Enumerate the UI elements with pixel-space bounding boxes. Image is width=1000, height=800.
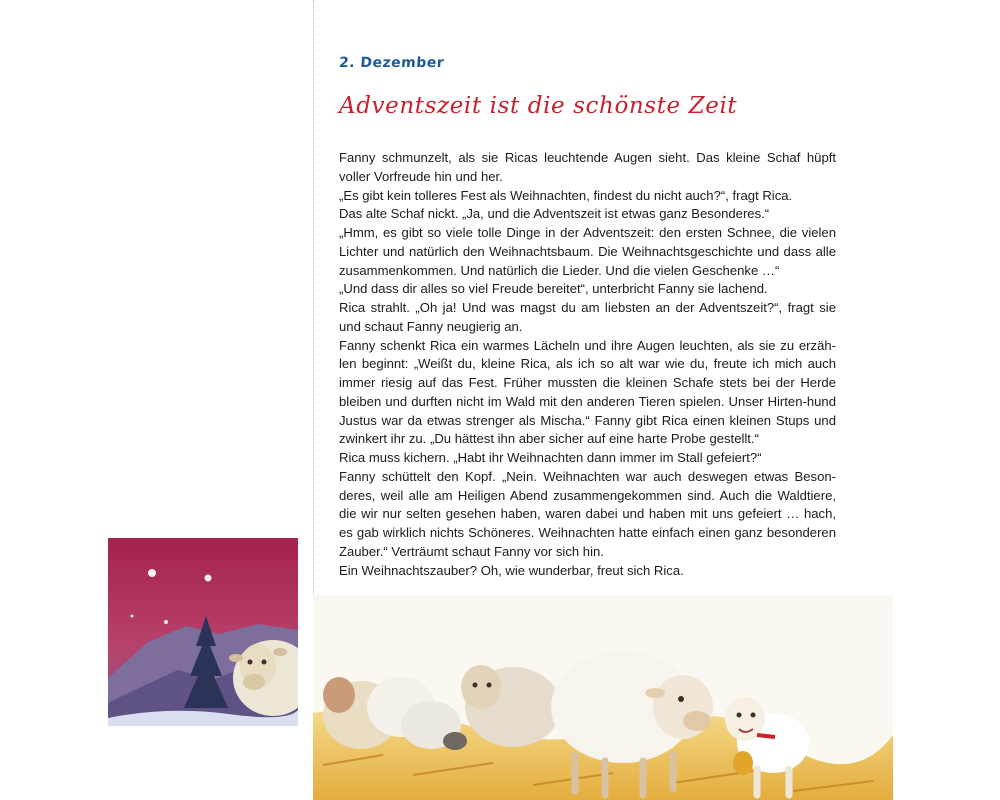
story-paragraph: Rica strahlt. „Oh ja! Und was magst du am liebsten an der Adventszeit?“, fragt sie und schaut Fanny neugierig an. [339,300,836,334]
story-paragraph: „Hmm, es gibt so viele tolle Dinge in der Adventszeit: den ersten Schnee, die vielen Lichter und natürlich den Weihnachtsbaum. Die Weihnachtsgeschichte und dass alle zusammenkommen. Und natürlich die Lieder. Und die vielen Geschenke …“ [339,225,836,278]
night-sheep-illustration [108,538,298,726]
story-paragraph: Das alte Schaf nickt. „Ja, und die Adventszeit ist etwas ganz Besonderes.“ [339,206,770,222]
story-paragraph: Fanny schmunzelt, als sie Ricas leuchtende Augen sieht. Das kleine Schaf hüpft voller Vorfreude hin und her. [339,150,836,184]
story-paragraph: Fanny schenkt Rica ein warmes Lächeln und ihre Augen leuchten, als sie zu erzäh-len beginnt: „Weißt du, kleine Rica, als ich so alt war wie du, freute ich mich auch immer riesig auf das Fest. Früher mussten die kleinen Schafe stets bei der Herde bleiben und durften nicht im Wald mit den anderen Tieren spielen. Unser Hirten-hund Justus war da etwas strenger als Mischa.“ Fanny gibt Rica einen kleinen Stups und zwinkert ihr zu. „Du hättest ihn aber sicher auf eine harte Probe gestellt.“ [339,337,836,447]
story-paragraph: „Es gibt kein tolleres Fest als Weihnachten, findest du nicht auch?“, fragt Rica. [339,187,793,203]
story-paragraph: „Und dass dir alles so viel Freude bereitet“, unterbricht Fanny sie lachend. [339,281,768,297]
story-text [339,149,836,580]
story-paragraph: Rica muss kichern. „Habt ihr Weihnachten dann immer im Stall gefeiert?“ [339,450,762,465]
story-paragraph: Fanny schüttelt den Kopf. „Nein. Weihnachten war auch deswegen etwas Beson-deres, weil alle am Heiligen Abend zusammengekommen sind. Auch die Waldtiere, die wir nur selten gesehen haben, waren dabei und haben mit uns gefeiert … hach, es gab wirklich nichts Schöneres. Weihnachten hatte einfach einen ganz besonderen Zauber.“ Verträumt schaut Fanny vor sich hin. [339,468,836,559]
sheep-flock-illustration [313,595,893,800]
date-heading: 2. Dezember [338,55,445,71]
story-paragraph: Ein Weihnachtszauber? Oh, wie wunderbar, freut sich Rica. [339,562,684,578]
story-title: Adventszeit ist die schönste Zeit [339,93,738,119]
